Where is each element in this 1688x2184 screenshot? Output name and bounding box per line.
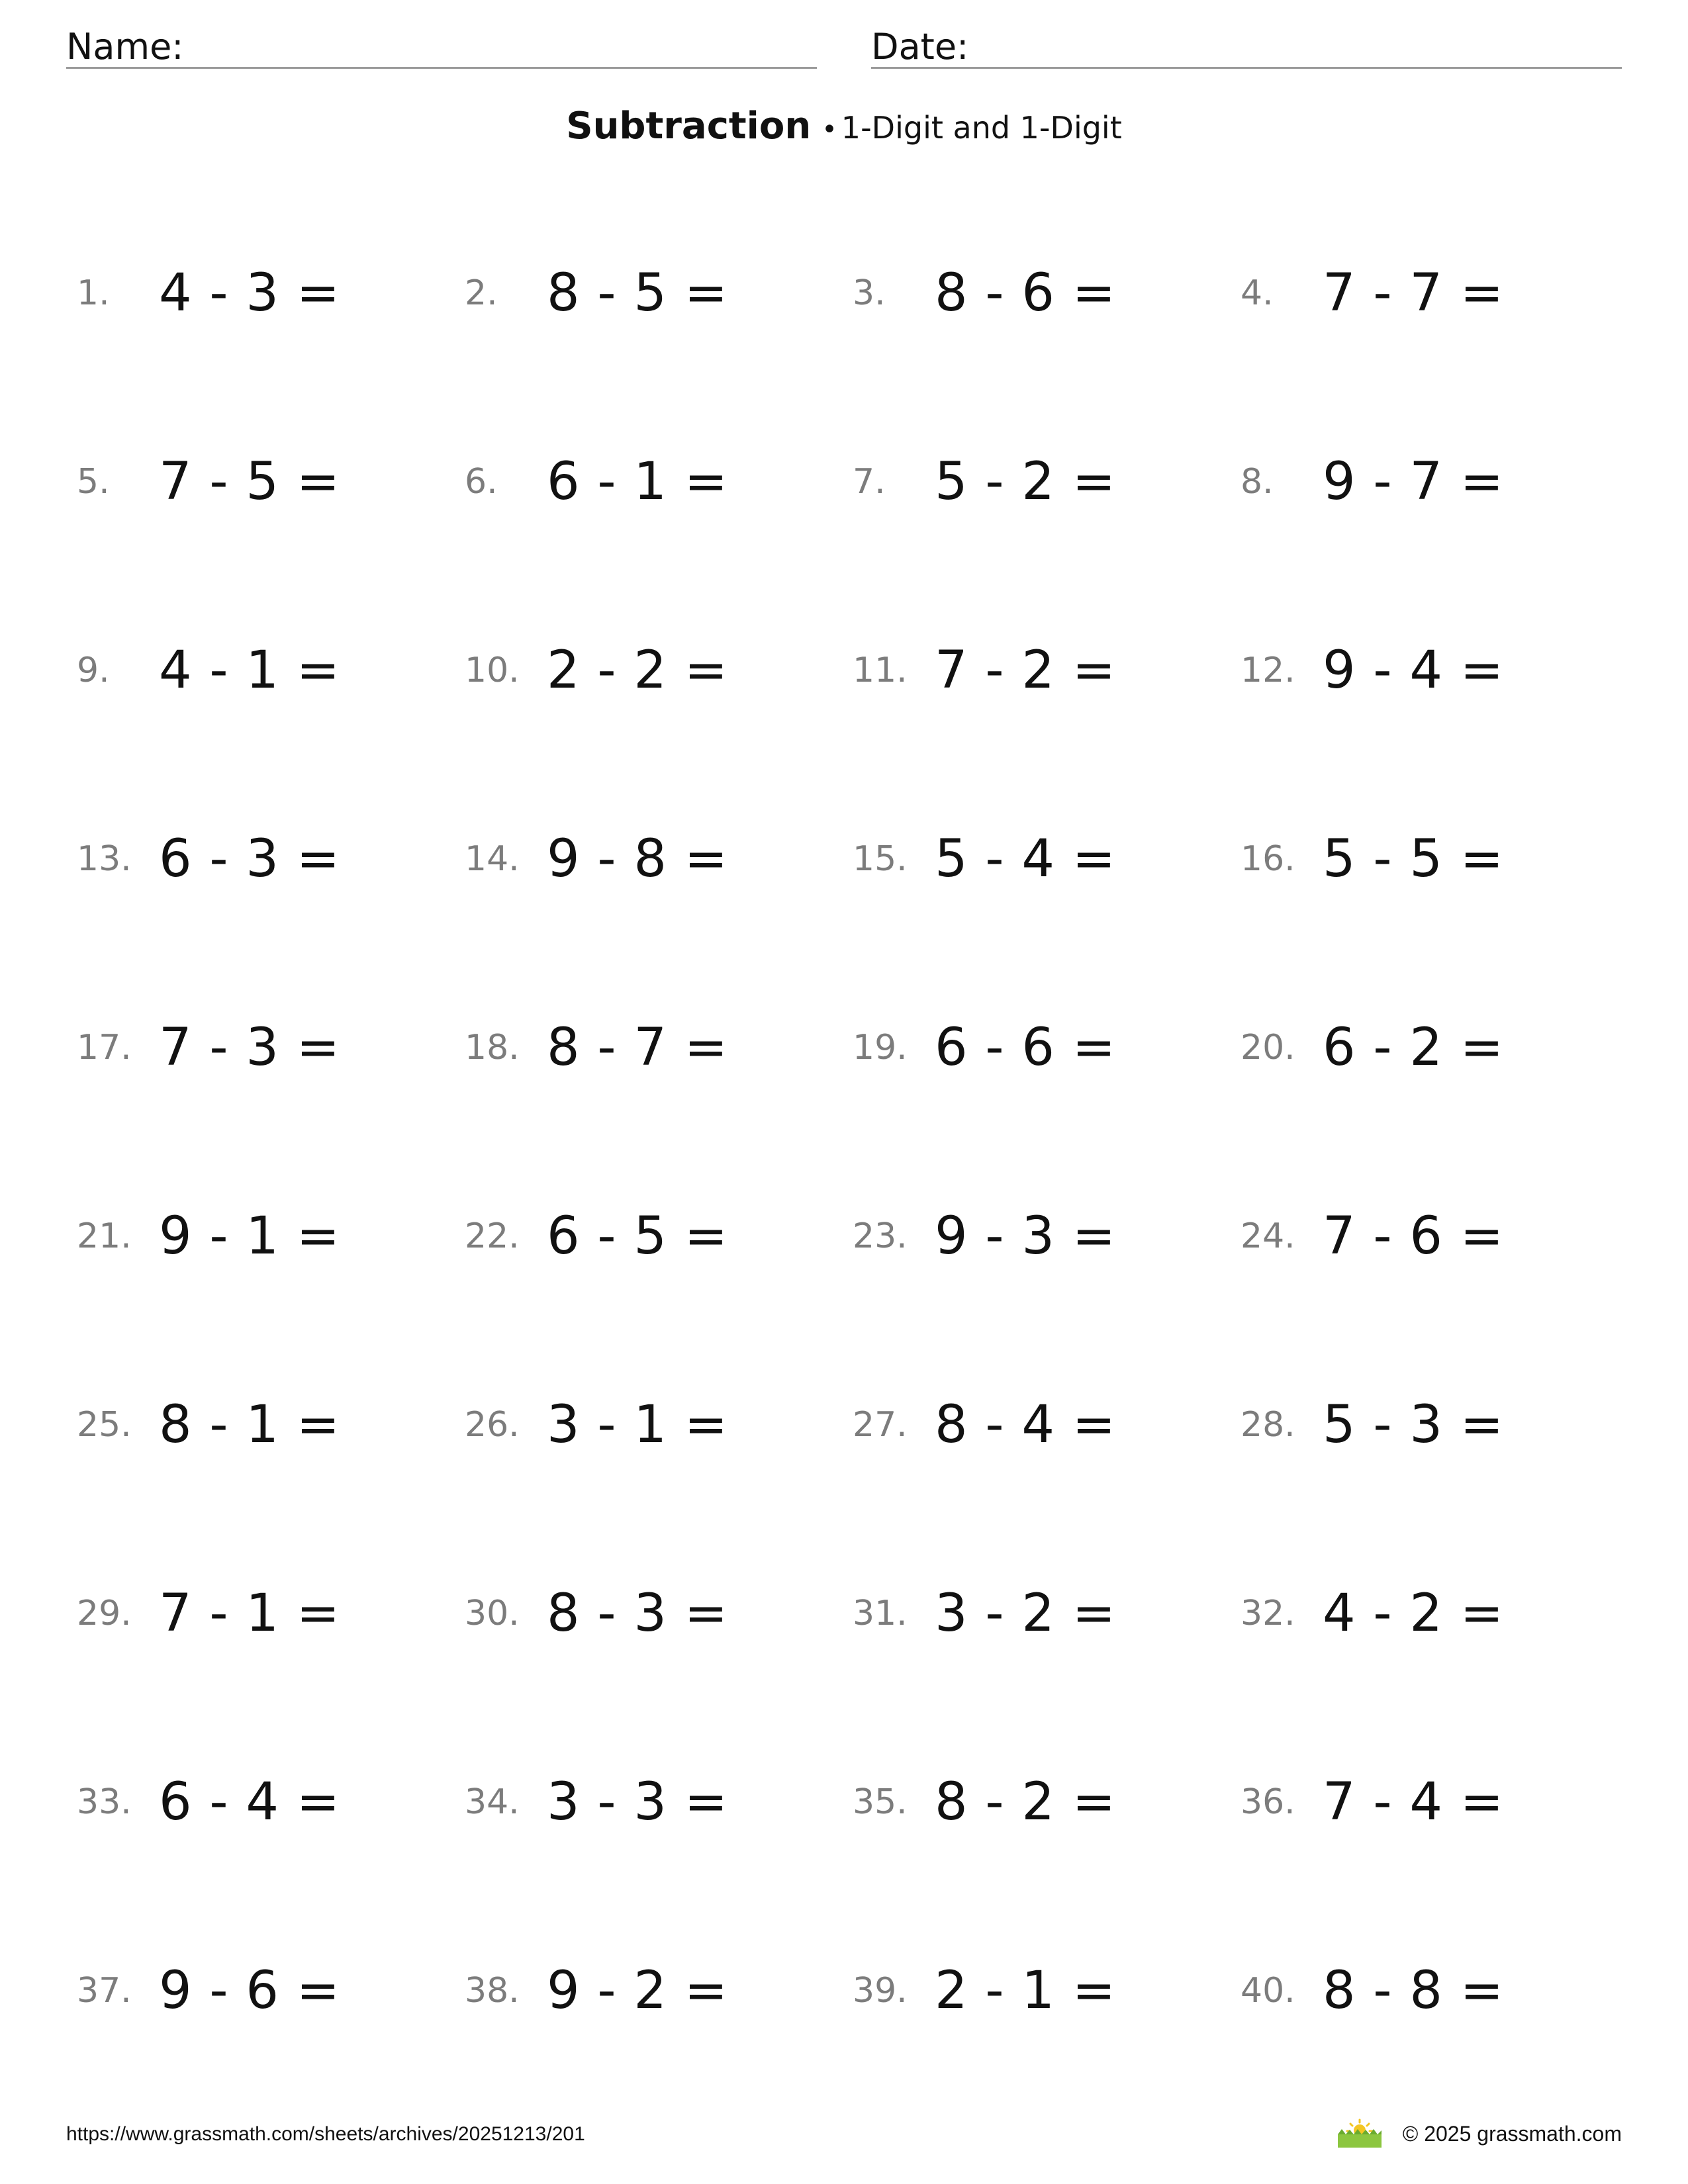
problem-item xyxy=(853,253,1223,333)
problem-item xyxy=(1241,631,1611,710)
problem-expression: 5 - 3 = xyxy=(1323,1395,1505,1455)
problem-number: 2. xyxy=(465,273,498,313)
problem-expression: 4 - 2 = xyxy=(1323,1584,1505,1643)
problem-item xyxy=(77,1008,447,1087)
problem-item xyxy=(853,819,1223,899)
problem-item xyxy=(1241,253,1611,333)
problem-item xyxy=(465,1197,835,1276)
problem-expression: 8 - 6 = xyxy=(935,263,1117,323)
problem-item xyxy=(853,1385,1223,1465)
problem-item xyxy=(853,442,1223,522)
problem-expression: 6 - 5 = xyxy=(547,1206,729,1266)
problem-expression: 7 - 3 = xyxy=(159,1018,341,1077)
problem-number: 20. xyxy=(1241,1028,1295,1068)
problem-expression: 4 - 1 = xyxy=(159,641,341,700)
problem-number: 39. xyxy=(853,1971,908,2011)
problem-number: 31. xyxy=(853,1594,908,1633)
problem-item xyxy=(1241,1385,1611,1465)
problem-number: 35. xyxy=(853,1782,908,1822)
problem-item xyxy=(853,1574,1223,1653)
problem-item xyxy=(1241,819,1611,899)
problem-number: 23. xyxy=(853,1216,908,1256)
problem-item xyxy=(77,1385,447,1465)
problem-number: 34. xyxy=(465,1782,520,1822)
problem-number: 15. xyxy=(853,839,908,879)
problem-expression: 7 - 6 = xyxy=(1323,1206,1505,1266)
problem-number: 40. xyxy=(1241,1971,1295,2011)
problem-number: 37. xyxy=(77,1971,132,2011)
problem-item xyxy=(853,1008,1223,1087)
problem-item xyxy=(77,1574,447,1653)
problem-number: 18. xyxy=(465,1028,520,1068)
problem-expression: 8 - 5 = xyxy=(547,263,729,323)
problem-expression: 2 - 2 = xyxy=(547,641,729,700)
problem-expression: 9 - 4 = xyxy=(1323,641,1505,700)
problem-expression: 8 - 3 = xyxy=(547,1584,729,1643)
problem-number: 26. xyxy=(465,1405,520,1445)
problem-expression: 5 - 4 = xyxy=(935,829,1117,889)
problem-expression: 6 - 3 = xyxy=(159,829,341,889)
problem-number: 7. xyxy=(853,462,886,502)
problem-item xyxy=(853,1197,1223,1276)
problem-number: 1. xyxy=(77,273,110,313)
problem-expression: 8 - 2 = xyxy=(935,1772,1117,1832)
problem-number: 36. xyxy=(1241,1782,1295,1822)
problem-number: 3. xyxy=(853,273,886,313)
problem-expression: 9 - 2 = xyxy=(547,1961,729,2021)
problem-expression: 9 - 3 = xyxy=(935,1206,1117,1266)
problem-expression: 6 - 2 = xyxy=(1323,1018,1505,1077)
name-label: Name: xyxy=(66,26,184,68)
problem-number: 33. xyxy=(77,1782,132,1822)
problem-number: 17. xyxy=(77,1028,132,1068)
problem-item xyxy=(465,253,835,333)
problem-expression: 3 - 1 = xyxy=(547,1395,729,1455)
problem-expression: 8 - 8 = xyxy=(1323,1961,1505,2021)
problem-item xyxy=(77,1762,447,1842)
problem-number: 16. xyxy=(1241,839,1295,879)
problem-expression: 6 - 6 = xyxy=(935,1018,1117,1077)
problem-expression: 6 - 1 = xyxy=(547,452,729,512)
problem-item xyxy=(77,442,447,522)
problem-item xyxy=(465,1385,835,1465)
problem-expression: 6 - 4 = xyxy=(159,1772,341,1832)
problem-item xyxy=(465,631,835,710)
problem-item xyxy=(77,1951,447,2030)
problem-expression: 3 - 2 = xyxy=(935,1584,1117,1643)
problem-number: 32. xyxy=(1241,1594,1295,1633)
problem-item xyxy=(465,1574,835,1653)
problem-number: 25. xyxy=(77,1405,132,1445)
problem-expression: 3 - 3 = xyxy=(547,1772,729,1832)
problem-number: 11. xyxy=(853,651,908,690)
problem-item xyxy=(465,1008,835,1087)
problem-item xyxy=(1241,442,1611,522)
problem-number: 8. xyxy=(1241,462,1274,502)
problem-item xyxy=(465,1951,835,2030)
problem-number: 14. xyxy=(465,839,520,879)
grass-sun-logo-icon xyxy=(1336,2118,1383,2149)
problem-item xyxy=(465,1762,835,1842)
problem-expression: 7 - 7 = xyxy=(1323,263,1505,323)
problem-item xyxy=(1241,1762,1611,1842)
problem-item xyxy=(1241,1951,1611,2030)
title-bullet: • xyxy=(821,114,837,145)
problem-expression: 5 - 5 = xyxy=(1323,829,1505,889)
problem-expression: 8 - 1 = xyxy=(159,1395,341,1455)
problem-item xyxy=(77,253,447,333)
problem-item xyxy=(1241,1574,1611,1653)
problem-item xyxy=(77,819,447,899)
problem-expression: 9 - 6 = xyxy=(159,1961,341,2021)
problem-expression: 8 - 7 = xyxy=(547,1018,729,1077)
problem-number: 6. xyxy=(465,462,498,502)
problem-expression: 7 - 2 = xyxy=(935,641,1117,700)
problem-expression: 7 - 5 = xyxy=(159,452,341,512)
problem-expression: 7 - 1 = xyxy=(159,1584,341,1643)
problem-number: 9. xyxy=(77,651,110,690)
problem-expression: 4 - 3 = xyxy=(159,263,341,323)
problem-number: 38. xyxy=(465,1971,520,2011)
problem-item xyxy=(1241,1197,1611,1276)
problem-item xyxy=(1241,1008,1611,1087)
problem-number: 4. xyxy=(1241,273,1274,313)
title-subtitle: 1-Digit and 1-Digit xyxy=(841,110,1122,146)
problem-number: 27. xyxy=(853,1405,908,1445)
problem-expression: 2 - 1 = xyxy=(935,1961,1117,2021)
title-main: Subtraction xyxy=(566,105,812,148)
problem-item xyxy=(853,1951,1223,2030)
problem-number: 10. xyxy=(465,651,520,690)
problem-expression: 5 - 2 = xyxy=(935,452,1117,512)
problem-item xyxy=(465,819,835,899)
problem-expression: 7 - 4 = xyxy=(1323,1772,1505,1832)
problem-number: 5. xyxy=(77,462,110,502)
problem-expression: 9 - 8 = xyxy=(547,829,729,889)
date-label: Date: xyxy=(871,26,969,68)
problem-number: 19. xyxy=(853,1028,908,1068)
problem-number: 21. xyxy=(77,1216,132,1256)
problem-expression: 9 - 1 = xyxy=(159,1206,341,1266)
problem-item xyxy=(853,1762,1223,1842)
problem-number: 24. xyxy=(1241,1216,1295,1256)
problem-item xyxy=(853,631,1223,710)
problem-item xyxy=(77,631,447,710)
problem-number: 28. xyxy=(1241,1405,1295,1445)
problem-number: 22. xyxy=(465,1216,520,1256)
problem-item xyxy=(465,442,835,522)
problem-number: 13. xyxy=(77,839,132,879)
problem-number: 12. xyxy=(1241,651,1295,690)
problem-expression: 8 - 4 = xyxy=(935,1395,1117,1455)
problem-number: 29. xyxy=(77,1594,132,1633)
problem-number: 30. xyxy=(465,1594,520,1633)
problem-expression: 9 - 7 = xyxy=(1323,452,1505,512)
footer-copyright: © 2025 grassmath.com xyxy=(1402,2121,1622,2146)
footer-branding xyxy=(1336,2115,1622,2152)
footer-url: https://www.grassmath.com/sheets/archives/20251213/201 xyxy=(66,2123,585,2145)
problem-item xyxy=(77,1197,447,1276)
